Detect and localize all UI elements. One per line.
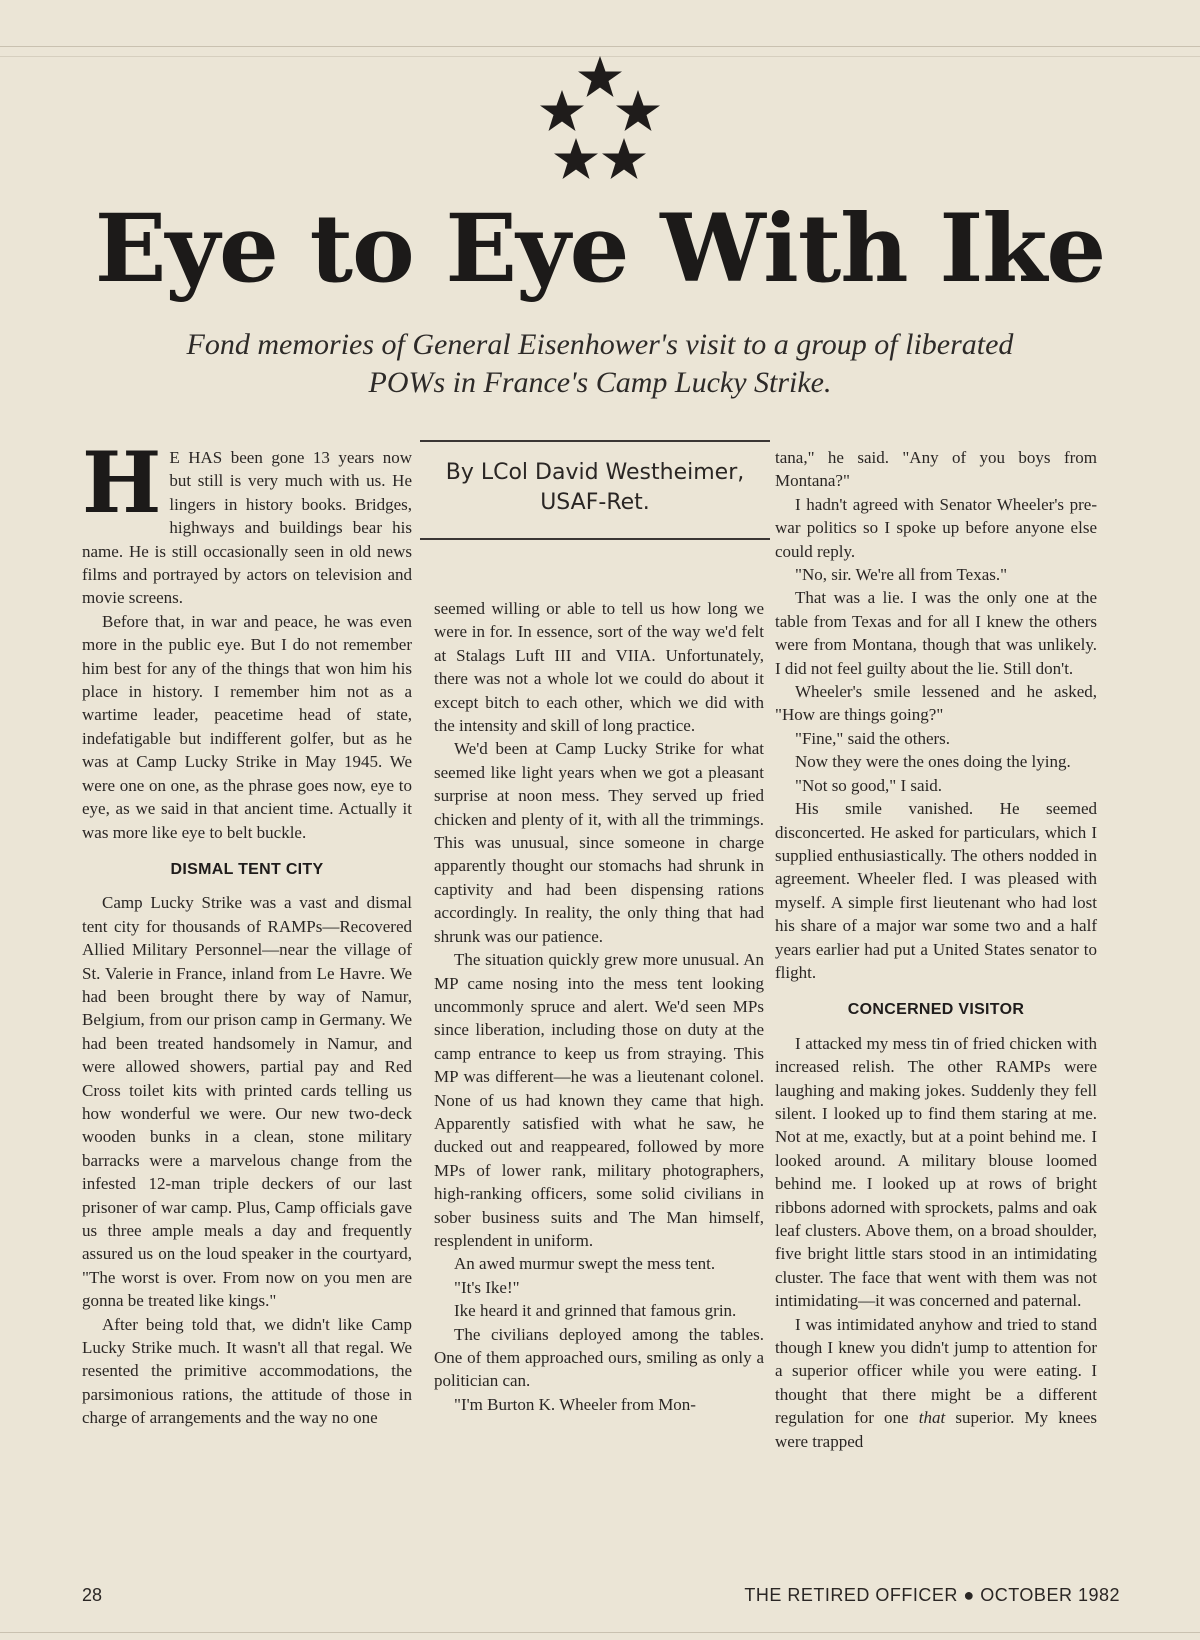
paragraph: Now they were the ones doing the lying. xyxy=(795,752,1071,772)
star-icon xyxy=(578,56,622,97)
section-subhead: DISMAL TENT CITY xyxy=(170,860,324,878)
five-star-insignia-icon xyxy=(530,54,670,184)
drop-cap: H xyxy=(82,433,162,532)
article-subtitle: Fond memories of General Eisenhower's visit to a group of liberated POWs in France's Camp Lucky Strike. xyxy=(186,328,1014,399)
paragraph: "I'm Burton K. Wheeler from Mon- xyxy=(454,1394,696,1414)
paragraph: Ike heard it and grinned that famous grin. xyxy=(454,1301,737,1321)
paragraph: The situation quickly grew more unusual. An MP came nosing into the mess tent looking uncommonly spruce and alert. We'd seen MPs since liberation, including those on duty at the camp entrance to keep us from straying. This MP was different—he was a lieutenant colonel. None of us had known they came that high. Apparently satisfied with what he saw, he ducked out and reappeared, followed by more MPs of lower rank, military photographers, high-ranking officers, some solid civilians in sober business suits and The Man himself, resplendent in uniform. xyxy=(434,950,764,1250)
star-icon xyxy=(554,138,598,179)
running-footer xyxy=(744,1585,1120,1606)
article-title: Eye to Eye With Ike xyxy=(94,194,1106,304)
byline-box xyxy=(420,440,770,540)
paragraph: The civilians deployed among the tables. One of them approached ours, smiling as only a politician can. xyxy=(434,1324,764,1391)
paragraph: His smile vanished. He seemed disconcerted. He asked for particulars, which I supplied enthusiastically. The others nodded in agreement. Wheeler fled. I was pleased with myself. A simple first lieutenant who had lost his share of a major war some two and a half years earlier had put a United States senator to flight. xyxy=(775,799,1097,982)
star-icon xyxy=(602,138,646,179)
star-icon xyxy=(616,90,660,131)
bottom-rule xyxy=(0,1632,1200,1633)
bullet-separator: ● xyxy=(963,1585,975,1605)
paragraph: An awed murmur swept the mess tent. xyxy=(454,1254,716,1274)
column-1 xyxy=(82,433,412,1430)
paragraph: I hadn't agreed with Senator Wheeler's pre-war politics so I spoke up before anyone else could reply. xyxy=(775,494,1097,561)
paragraph: Camp Lucky Strike was a vast and dismal tent city for thousands of RAMPs—Recovered Allied Military Personnel—near the village of St. Valerie in France, inland from Le Havre. We had been brought there by way of Namur, Belgium, from our prison camp in Germany. We had been treated handsomely in Namur, and were allowed showers, partial pay and Red Cross toilet kits with printed cards telling us how wonderful we were. Our new two-deck wooden bunks in a clean, stone military barracks were a marvelous change from the infested 12-man triple deckers of our last prisoner of war camp. Plus, Camp officials gave us three ample meals a day and frequently assured us on the loud speaker in the courtyard, "The worst is over. From now on you men are gonna be treated like kings." xyxy=(82,893,412,1311)
paragraph: We'd been at Camp Lucky Strike for what seemed like light years when we got a pleasant surprise at noon mess. They served up fried chicken and plenty of it, with all the trimmings. This was unusual, since someone in charge apparently thought our stomachs had shrunk in captivity and had been dispensing rations accordingly. In reality, the only thing that had shrunk was our patience. xyxy=(434,739,764,946)
top-rule xyxy=(0,46,1200,47)
paragraph: That was a lie. I was the only one at the table from Texas and for all I knew the others were from Montana, though that was unlikely. I did not feel guilty about the lie. Still don't. xyxy=(775,588,1097,678)
paragraph: "No, sir. We're all from Texas." xyxy=(795,565,1008,585)
paragraph: Before that, in war and peace, he was even more in the public eye. But I do not remember him best for any of the things that won him his place in history. I remember him not as a wartime leader, peacetime head of state, indefatigable but indifferent golfer, but as he was at Camp Lucky Strike in May 1945. We were one on one, as the phrase goes now, eye to eye, as we said in that ancient time. Actually it was more like eye to belt buckle. xyxy=(82,611,412,842)
paragraph: Wheeler's smile lessened and he asked, "How are things going?" xyxy=(775,682,1097,725)
paragraph: H E HAS been gone 13 years now but still is very much with us. He lingers in history books. Bridges, highways and buildings bear his name. He is still occasionally seen in old news films and portrayed by actors on television and movie screens. xyxy=(82,433,412,608)
byline: By LCol David Westheimer, USAF-Ret. xyxy=(445,460,745,515)
paragraph: "Fine," said the others. xyxy=(795,728,951,748)
issue-date: OCTOBER 1982 xyxy=(980,1585,1120,1605)
paragraph: I was intimidated anyhow and tried to stand though I knew you didn't jump to attention for a superior officer while you were eating. I thought that there might be a different regulation for one that superior. My knees were trapped xyxy=(775,1314,1097,1451)
section-subhead: CONCERNED VISITOR xyxy=(847,1001,1025,1019)
page-number: 28 xyxy=(82,1585,103,1605)
paragraph: After being told that, we didn't like Camp Lucky Strike much. It wasn't all that regal. We resented the primitive accommodations, the parsimonious rations, the attitude of those in charge of arrangements and the way no one xyxy=(82,1314,412,1428)
paragraph: "It's Ike!" xyxy=(454,1277,520,1297)
paragraph: "Not so good," I said. xyxy=(795,775,943,795)
paragraph: seemed willing or able to tell us how long we were in for. In essence, sort of the way we'd felt at Stalags Luft III and VIIA. Unfortunately, there was not a whole lot we could do about it except bitch to each other, which we did with the intensity and skill of long practice. xyxy=(434,599,764,736)
star-icon xyxy=(540,90,584,131)
column-2 xyxy=(434,597,764,1416)
publication-name: THE RETIRED OFFICER xyxy=(744,1585,958,1605)
paragraph: I attacked my mess tin of fried chicken with increased relish. The other RAMPs were laughing and making jokes. Suddenly they fell silent. I looked up to find them staring at me. Not at me, exactly, but at a point behind me. I looked around. A military blouse loomed behind me. I looked up at rows of bright ribbons adorned with sprockets, palms and oak leaf clusters. Above them, on a broad shoulder, five bright little stars stood in an intimidating cluster. The face that went with them was not intimidating—it was concerned and paternal. xyxy=(775,1033,1097,1311)
paragraph: tana," he said. "Any of you boys from Montana?" xyxy=(775,448,1097,491)
column-3 xyxy=(775,446,1097,1453)
